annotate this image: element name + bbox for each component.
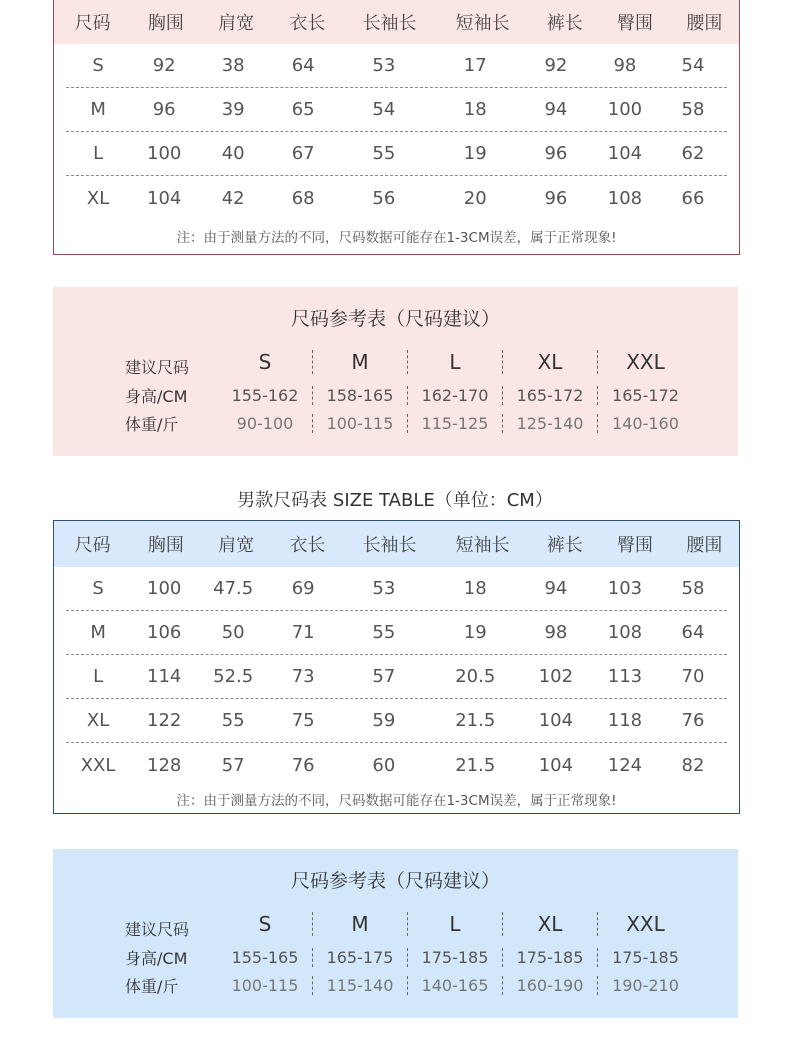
men-size-table-title: 男款尺码表 SIZE TABLE（单位：CM） [237, 490, 553, 511]
measurement-cell: 50 [221, 622, 245, 643]
measurement-cell: 18 [463, 578, 487, 599]
header-cell: 胸围 [147, 535, 184, 556]
measurement-cell: 68 [291, 187, 315, 209]
header-cell: 短袖长 [455, 13, 510, 34]
recommendation-row [125, 409, 693, 437]
table-row [66, 611, 727, 655]
measurement-cell: 106 [147, 622, 182, 643]
size-cell: XXL [80, 754, 116, 776]
recommendation-value: XXL [626, 912, 665, 936]
recommendation-title: 尺码参考表（尺码建议） [290, 870, 500, 892]
header-cell: 臀围 [617, 13, 654, 34]
measurement-cell: 96 [544, 143, 568, 164]
measurement-cell: 108 [607, 622, 643, 643]
header-cell: 裤长 [546, 13, 583, 34]
measurement-cell: 92 [544, 55, 568, 76]
recommendation-value: XL [503, 350, 598, 374]
measurement-cell: 73 [291, 666, 315, 687]
recommendation-title: 尺码参考表（尺码建议） [290, 308, 500, 330]
header-cell: 衣长 [289, 13, 326, 34]
header-cell: 衣长 [289, 535, 326, 556]
measurement-cell: 21.5 [455, 710, 496, 731]
measurement-cell: 40 [221, 143, 245, 164]
measurement-cell: 104 [147, 187, 182, 209]
measurement-cell: 118 [607, 710, 643, 731]
measurement-cell: 64 [291, 55, 315, 76]
measurement-cell: 62 [681, 143, 705, 164]
size-cell: S [92, 55, 104, 76]
women-size-recommendation [53, 287, 738, 456]
recommendation-value: 140-160 [612, 413, 679, 433]
recommendation-label: 身高/CM [125, 948, 188, 968]
recommendation-row [125, 909, 693, 939]
recommendation-value: 90-100 [218, 414, 313, 433]
measurement-cell: 82 [681, 754, 705, 776]
measurement-cell: 19 [463, 622, 487, 643]
header-cell: 短袖长 [455, 535, 510, 556]
size-cell: XL [86, 187, 110, 209]
table-body [54, 567, 739, 787]
measurement-cell: 104 [607, 143, 643, 164]
measurement-cell: 64 [681, 622, 705, 643]
measurement-cell: 103 [607, 578, 643, 599]
recommendation-grid [125, 909, 693, 999]
table-row [66, 743, 727, 787]
recommendation-value: S [218, 350, 313, 374]
measurement-cell: 67 [291, 143, 315, 164]
recommendation-value: 140-165 [408, 976, 503, 995]
header-cell: 胸围 [147, 13, 184, 34]
recommendation-value: 160-190 [503, 976, 598, 995]
measurement-cell: 69 [291, 578, 315, 599]
size-cell: L [93, 143, 104, 164]
measurement-cell: 39 [221, 99, 245, 120]
measurement-cell: 20.5 [455, 666, 496, 687]
measurement-cell: 21.5 [455, 754, 496, 776]
table-row [66, 699, 727, 743]
measurement-cell: 98 [613, 55, 637, 76]
size-cell: XL [86, 710, 110, 731]
measurement-cell: 96 [544, 187, 568, 209]
measurement-cell: 104 [538, 710, 574, 731]
measurement-note: 注：由于测量方法的不同，尺码数据可能存在1-3CM误差，属于正常现象! [176, 793, 617, 809]
table-row [66, 44, 727, 88]
measurement-cell: 57 [221, 754, 245, 776]
measurement-cell: 42 [221, 187, 245, 209]
measurement-cell: 55 [221, 710, 245, 731]
measurement-cell: 55 [372, 622, 396, 643]
measurement-cell: 57 [372, 666, 396, 687]
measurement-cell: 58 [681, 578, 705, 599]
recommendation-grid [125, 347, 693, 437]
recommendation-row [125, 347, 693, 377]
measurement-note: 注：由于测量方法的不同，尺码数据可能存在1-3CM误差，属于正常现象! [176, 230, 617, 246]
recommendation-value: 158-165 [313, 386, 408, 405]
recommendation-value: 155-165 [218, 948, 313, 967]
header-cell: 臀围 [617, 535, 654, 556]
recommendation-value: 175-185 [612, 947, 679, 967]
header-cell: 裤长 [546, 535, 583, 556]
measurement-cell: 17 [463, 55, 487, 76]
measurement-cell: 124 [607, 754, 643, 776]
recommendation-value: 175-185 [503, 948, 598, 967]
measurement-cell: 71 [291, 622, 315, 643]
header-cell: 腰围 [686, 535, 723, 556]
recommendation-value: 125-140 [503, 414, 598, 433]
recommendation-value: L [408, 912, 503, 936]
measurement-cell: 58 [681, 99, 705, 120]
measurement-cell: 113 [607, 666, 643, 687]
measurement-cell: 102 [538, 666, 574, 687]
header-cell: 尺码 [74, 13, 111, 34]
recommendation-label: 建议尺码 [125, 919, 190, 939]
recommendation-value: 165-172 [612, 385, 679, 405]
table-row [66, 132, 727, 176]
measurement-cell: 18 [463, 99, 487, 120]
size-cell: S [92, 578, 104, 599]
measurement-cell: 75 [291, 710, 315, 731]
recommendation-value: 190-210 [612, 975, 679, 995]
recommendation-value: M [313, 912, 408, 936]
measurement-cell: 100 [607, 99, 643, 120]
measurement-cell: 47.5 [213, 578, 254, 599]
header-cell: 肩宽 [218, 13, 255, 34]
measurement-cell: 20 [463, 187, 487, 209]
recommendation-value: 100-115 [218, 976, 313, 995]
measurement-cell: 76 [291, 754, 315, 776]
recommendation-value: 162-170 [408, 386, 503, 405]
size-cell: M [90, 622, 106, 643]
measurement-cell: 66 [681, 187, 705, 209]
header-cell: 肩宽 [218, 535, 255, 556]
recommendation-label: 体重/斤 [125, 976, 179, 996]
recommendation-value: S [218, 912, 313, 936]
measurement-cell: 53 [372, 55, 396, 76]
recommendation-row [125, 971, 693, 999]
recommendation-value: 175-185 [408, 948, 503, 967]
recommendation-label: 建议尺码 [125, 357, 190, 377]
recommendation-value: 165-172 [503, 386, 598, 405]
recommendation-value: M [313, 350, 408, 374]
recommendation-row [125, 381, 693, 409]
header-cell: 腰围 [686, 13, 723, 34]
women-size-table [53, 0, 740, 255]
measurement-cell: 114 [147, 666, 182, 687]
measurement-cell: 53 [372, 578, 396, 599]
measurement-cell: 54 [372, 99, 396, 120]
recommendation-value: 165-175 [313, 948, 408, 967]
size-cell: M [90, 99, 106, 120]
table-row [66, 655, 727, 699]
recommendation-value: XL [503, 912, 598, 936]
recommendation-row [125, 943, 693, 971]
table-row [66, 567, 727, 611]
recommendation-value: XXL [626, 350, 665, 374]
table-header [54, 0, 739, 44]
measurement-cell: 94 [544, 578, 568, 599]
measurement-cell: 98 [544, 622, 568, 643]
table-header [54, 521, 739, 567]
measurement-cell: 76 [681, 710, 705, 731]
measurement-cell: 100 [147, 143, 182, 164]
recommendation-value: L [408, 350, 503, 374]
table-row [66, 88, 727, 132]
measurement-cell: 100 [147, 578, 182, 599]
recommendation-value: 115-140 [313, 976, 408, 995]
measurement-cell: 60 [372, 754, 396, 776]
recommendation-value: 155-162 [218, 386, 313, 405]
recommendation-label: 身高/CM [125, 386, 188, 406]
header-cell: 长袖长 [362, 535, 417, 556]
recommendation-label: 体重/斤 [125, 414, 179, 434]
measurement-cell: 56 [372, 187, 396, 209]
measurement-cell: 70 [681, 666, 705, 687]
men-size-table [53, 520, 740, 814]
size-cell: L [93, 666, 104, 687]
measurement-cell: 122 [147, 710, 182, 731]
measurement-cell: 55 [372, 143, 396, 164]
recommendation-value: 100-115 [313, 414, 408, 433]
recommendation-value: 115-125 [408, 414, 503, 433]
measurement-cell: 104 [538, 754, 574, 776]
measurement-cell: 94 [544, 99, 568, 120]
measurement-cell: 19 [463, 143, 487, 164]
measurement-cell: 92 [152, 55, 176, 76]
men-size-recommendation [53, 849, 738, 1018]
table-body [54, 44, 739, 220]
header-cell: 长袖长 [362, 13, 417, 34]
measurement-cell: 128 [147, 754, 182, 776]
measurement-cell: 52.5 [213, 666, 254, 687]
measurement-cell: 54 [681, 55, 705, 76]
measurement-cell: 59 [372, 710, 396, 731]
measurement-cell: 96 [152, 99, 176, 120]
header-cell: 尺码 [74, 535, 111, 556]
table-row [66, 176, 727, 220]
measurement-cell: 38 [221, 55, 245, 76]
measurement-cell: 65 [291, 99, 315, 120]
measurement-cell: 108 [607, 187, 643, 209]
